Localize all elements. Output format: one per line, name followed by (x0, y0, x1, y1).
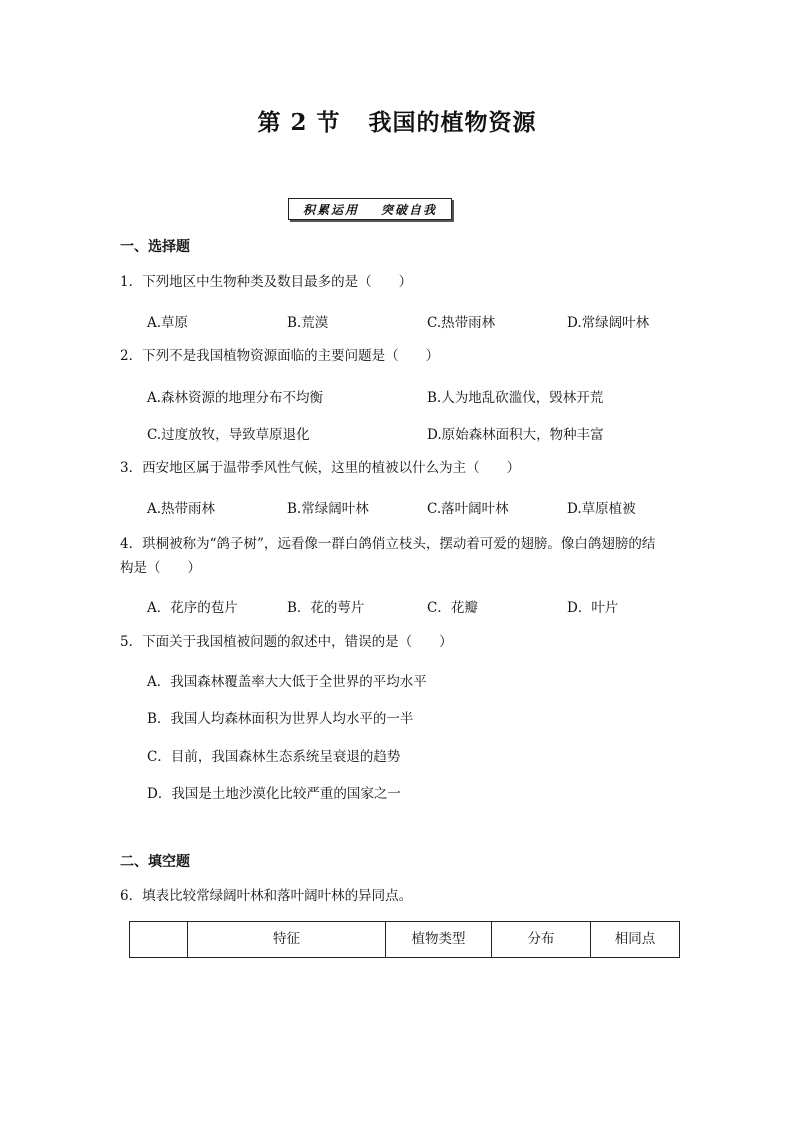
comparison-table (129, 921, 680, 958)
question-6: 6．填表比较常绿阔叶林和落叶阔叶林的异同点。 (120, 888, 413, 904)
section-badge (288, 198, 452, 220)
question-4-line2: 构是（ ） (120, 560, 201, 576)
q3-option-d: D.草原植被 (567, 501, 636, 517)
q3-option-b: B.常绿阔叶林 (287, 501, 369, 517)
title-section-number: 第 2 节 (257, 109, 341, 136)
q2-option-d: D.原始森林面积大，物种丰富 (427, 427, 604, 443)
q5-option-a: A．我国森林覆盖率大大低于全世界的平均水平 (147, 674, 427, 690)
q3-option-a: A.热带雨林 (147, 501, 216, 517)
q4-option-b: B．花的萼片 (287, 600, 365, 616)
q2-option-b: B.人为地乱砍滥伐，毁林开荒 (427, 390, 604, 406)
q1-option-c: C.热带雨林 (427, 315, 496, 331)
badge-left-text: 积累运用 (302, 202, 359, 217)
table-header-feature: 特征 (188, 922, 386, 958)
question-1: 1．下列地区中生物种类及数目最多的是（ ） (120, 274, 413, 290)
q5-option-c: C．目前，我国森林生态系统呈衰退的趋势 (147, 749, 401, 765)
q5-option-d: D．我国是土地沙漠化比较严重的国家之一 (147, 786, 401, 802)
page-title (0, 104, 794, 137)
q3-option-c: C.落叶阔叶林 (427, 501, 509, 517)
table-header-row (130, 922, 680, 958)
q2-option-c: C.过度放牧，导致草原退化 (147, 427, 310, 443)
title-text: 我国的植物资源 (368, 109, 537, 136)
q1-option-d: D.常绿阔叶林 (567, 315, 650, 331)
question-5: 5．下面关于我国植被问题的叙述中，错误的是（ ） (120, 634, 453, 650)
table-header-blank (130, 922, 188, 958)
q4-option-a: A．花序的苞片 (147, 600, 238, 616)
question-4-line1: 4．珙桐被称为“鸽子树”，远看像一群白鸽俏立枝头，摆动着可爱的翅膀。像白鸽翅膀的结 (120, 536, 656, 552)
table-header-plant-type: 植物类型 (386, 922, 492, 958)
q1-option-b: B.荒漠 (287, 315, 329, 331)
badge-right-text: 突破自我 (381, 202, 438, 217)
question-3: 3．西安地区属于温带季风性气候，这里的植被以什么为主（ ） (120, 460, 521, 476)
table-header-similarity: 相同点 (591, 922, 680, 958)
section-heading-fill: 二、填空题 (120, 854, 190, 870)
q4-option-c: C．花瓣 (427, 600, 478, 616)
q4-option-d: D．叶片 (567, 600, 619, 616)
q2-option-a: A.森林资源的地理分布不均衡 (147, 390, 324, 406)
section-heading-choice: 一、选择题 (120, 239, 190, 255)
q1-option-a: A.草原 (147, 315, 189, 331)
table-header-distribution: 分布 (492, 922, 591, 958)
question-2: 2．下列不是我国植物资源面临的主要问题是（ ） (120, 348, 440, 364)
q5-option-b: B．我国人均森林面积为世界人均水平的一半 (147, 711, 414, 727)
